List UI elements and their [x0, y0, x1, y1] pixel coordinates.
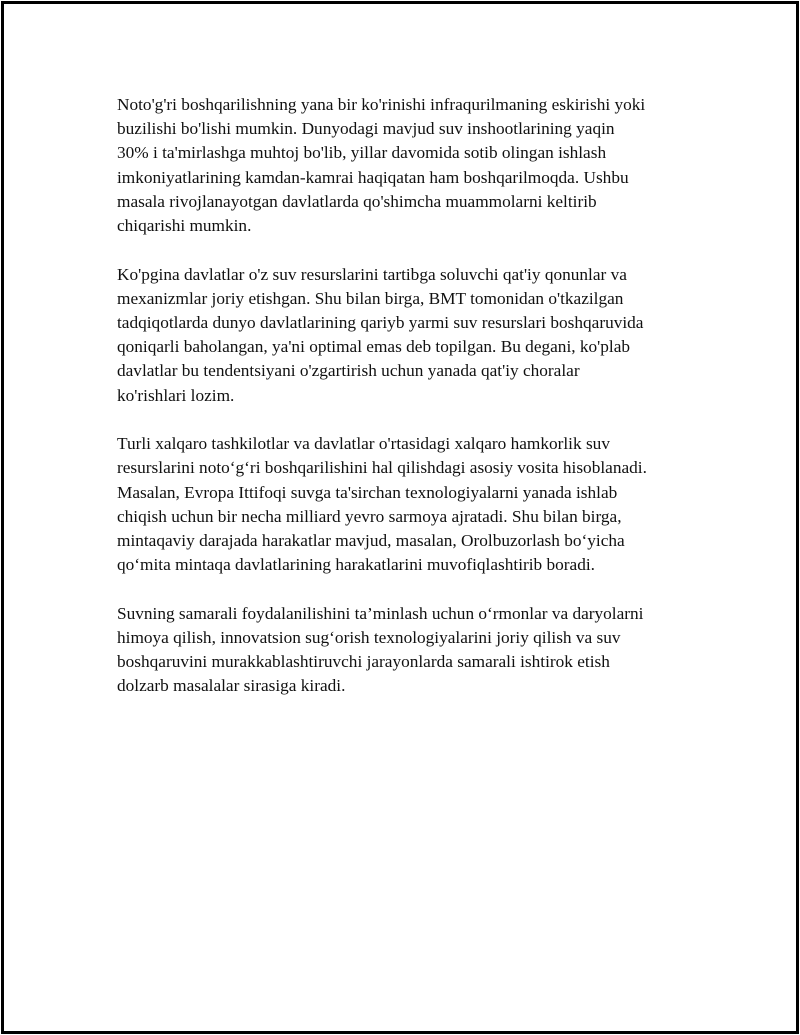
text-line: Masalan, Evropa Ittifoqi suvga ta'sirchan texnologiyalarni yanada ishlab: [117, 482, 618, 502]
document-body: [117, 93, 692, 723]
paragraph-1: [117, 93, 692, 238]
text-line: davlatlar bu tendentsiyani o'zgartirish uchun yanada qat'iy choralar: [117, 361, 580, 381]
text-line: imkoniyatlarining kamdan-kamrai haqiqatan ham boshqarilmoqda. Ushbu: [117, 167, 629, 187]
text-line: tadqiqotlarda dunyo davlatlarining qariyb yarmi suv resurslari boshqaruvida: [117, 313, 644, 333]
text-line: Ko'pgina davlatlar o'z suv resurslarini tartibga soluvchi qat'iy qonunlar va: [117, 264, 627, 284]
paragraph-2: [117, 263, 692, 408]
text-line: buzilishi bo'lishi mumkin. Dunyodagi mavjud suv inshootlarining yaqin: [117, 119, 615, 139]
text-line: mintaqaviy darajada harakatlar mavjud, masalan, Orolbuzorlash bo‘yicha: [117, 531, 625, 551]
paragraph-3: [117, 432, 692, 577]
text-line: 30% i ta'mirlashga muhtoj bo'lib, yillar davomida sotib olingan ishlash: [117, 143, 607, 163]
text-line: resurslarini noto‘g‘ri boshqarilishini hal qilishdagi asosiy vosita hisoblanadi.: [117, 458, 647, 478]
text-line: chiqarishi mumkin.: [117, 216, 252, 236]
text-line: Turli xalqaro tashkilotlar va davlatlar o'rtasidagi xalqaro hamkorlik suv: [117, 434, 610, 454]
text-line: masala rivojlanayotgan davlatlarda qo'shimcha muammolarni keltirib: [117, 191, 597, 211]
text-line: chiqish uchun bir necha milliard yevro sarmoya ajratadi. Shu bilan birga,: [117, 506, 622, 526]
text-line: mexanizmlar joriy etishgan. Shu bilan birga, BMT tomonidan o'tkazilgan: [117, 288, 624, 308]
text-line: boshqaruvini murakkablashtiruvchi jarayonlarda samarali ishtirok etish: [117, 652, 610, 672]
text-line: qoniqarli baholangan, ya'ni optimal emas deb topilgan. Bu degani, ko'plab: [117, 337, 631, 357]
text-line: Suvning samarali foydalanilishini ta’minlash uchun o‘rmonlar va daryolarni: [117, 603, 644, 623]
text-line: qo‘mita mintaqa davlatlarining harakatlarini muvofiqlashtirib boradi.: [117, 555, 595, 575]
paragraph-4: [117, 602, 692, 699]
text-line: dolzarb masalalar sirasiga kiradi.: [117, 676, 346, 696]
text-line: Noto'g'ri boshqarilishning yana bir ko'rinishi infraqurilmaning eskirishi yoki: [117, 95, 646, 114]
text-line: himoya qilish, innovatsion sug‘orish texnologiyalarini joriy qilish va suv: [117, 628, 621, 648]
text-line: ko'rishlari lozim.: [117, 385, 235, 405]
